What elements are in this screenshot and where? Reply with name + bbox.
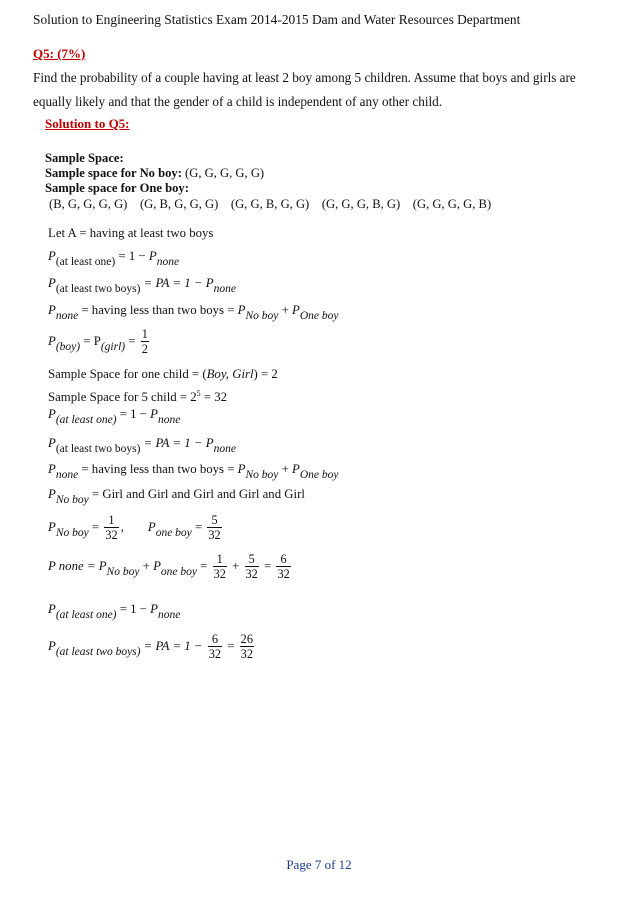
page-footer: Page 7 of 12 (286, 857, 352, 872)
eq-p-none-sum: P none = $P_{No boy} + P_{one boy}$ = $\frac{1}{32}$ + $\frac{5}{32}$ = $\frac{6}{32}$ (48, 552, 290, 581)
sample-space-no-boy (45, 166, 264, 181)
eq-boy-girl: $P_{(boy)} = P_{(girl)}$ = $\frac{1}{2}$ (48, 327, 148, 356)
eq-final-answer: $P_{(at least two boys)}$ = PA = 1 − $\frac{6}{32}$ = $\frac{26}{32}$ (48, 632, 253, 661)
eq-at-least-one-2: $P_{(at least one)} = 1 - P_{none}$ (48, 407, 181, 426)
page-header: Solution to Engineering Statistics Exam 2014-2015 Dam and Water Resources Department (33, 12, 521, 27)
eq-p-none-2: $P_{none}$ = having less than two boys = $P_{No boy} + P_{One boy}$ (48, 462, 339, 481)
sample-space-one-boy-values: (B, G, G, G, G) (G, B, G, G, G) (G, G, B, G, G) (G, G, G, B, G) (G, G, G, G, B) (49, 197, 492, 211)
fraction-one-half: $\frac{1}{2}$ (141, 327, 148, 356)
question-line-1: Find the probability of a couple having at least 2 boy among 5 children. Assume that boys and girls are (33, 70, 576, 85)
sample-space-one-boy-heading: Sample space for One boy: (45, 181, 189, 195)
eq-no-boy-one-boy-fractions: $P_{No boy}$ = $\frac{1}{32}$ , $P_{one boy}$ = $\frac{5}{32}$ (48, 513, 221, 542)
eq-no-boy-definition: $P_{No boy}$ = Girl and Girl and Girl and Girl and Girl (48, 487, 305, 506)
sample-space-one-child: Sample Space for one child = (Boy, Girl) = 2 (48, 367, 278, 381)
sample-space-heading: Sample Space: (45, 151, 124, 165)
eq-at-least-one: $P_{(at least one)} = 1 - P_{none}$ (48, 249, 180, 268)
eq-p-none: $P_{none}$ = having less than two boys = $P_{No boy} + P_{One boy}$ (48, 303, 339, 322)
let-statement: Let A = having at least two boys (48, 226, 214, 240)
eq-at-least-two: $P_{(at least two boys)}$ = PA = $1 - P_{none}$ (48, 276, 236, 295)
no-boy-value: (G, G, G, G, G) (181, 166, 265, 180)
eq-at-least-two-2: $P_{(at least two boys)}$ = PA = $1 - P_{none}$ (48, 436, 236, 455)
sample-space-five-child: Sample Space for 5 child = $2^5 = 32$ (48, 389, 228, 404)
solution-label: Solution to Q5: (45, 116, 130, 131)
question-label: Q5: (7%) (33, 46, 86, 61)
no-boy-label: Sample space for No boy: (45, 166, 182, 180)
eq-at-least-one-final: $P_{(at least one)} = 1 - P_{none}$ (48, 602, 181, 621)
question-line-2: equally likely and that the gender of a child is independent of any other child. (33, 94, 443, 109)
